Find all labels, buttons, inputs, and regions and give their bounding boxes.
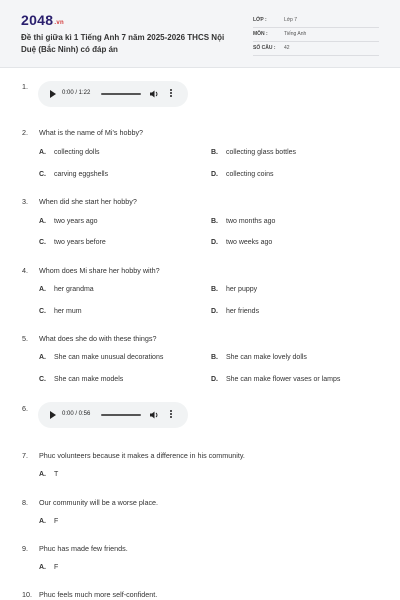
- option-text: her grandma: [54, 286, 94, 293]
- meta-count-value: 42: [284, 45, 290, 51]
- option-text: her puppy: [226, 286, 258, 293]
- exam-header: [0, 0, 400, 68]
- option-a[interactable]: A. collecting dolls: [39, 149, 100, 156]
- question-text: Phuc feels much more self-confident.: [39, 590, 158, 599]
- question-number: 5.: [22, 334, 28, 343]
- question-number: 1.: [22, 82, 28, 91]
- meta-subject-label: MÔN :: [253, 31, 268, 37]
- option-text: collecting coins: [226, 171, 274, 178]
- question-text: Phuc volunteers because it makes a difference in his community.: [39, 451, 245, 460]
- site-logo[interactable]: [21, 12, 64, 28]
- more-options-icon[interactable]: [169, 88, 173, 100]
- option-c[interactable]: C. carving eggshells: [39, 171, 109, 178]
- option-a[interactable]: A. She can make unusual decorations: [39, 354, 164, 361]
- answer-option[interactable]: A. F: [39, 564, 59, 571]
- option-text: collecting glass bottles: [226, 149, 297, 156]
- question-number: 2.: [22, 128, 28, 137]
- option-text: two months ago: [226, 218, 276, 225]
- option-b[interactable]: B. her puppy: [211, 286, 258, 293]
- question-number: 4.: [22, 266, 28, 275]
- option-text: her mum: [54, 308, 82, 315]
- answer-option[interactable]: A. F: [39, 518, 59, 525]
- meta-class-value: Lớp 7: [284, 17, 298, 23]
- audio-progress-track[interactable]: [101, 414, 141, 416]
- option-a[interactable]: A. two years ago: [39, 218, 98, 225]
- logo-text: 2048: [21, 12, 54, 28]
- question-number: 9.: [22, 544, 28, 553]
- exam-title: Đề thi giữa kì 1 Tiếng Anh 7 năm 2025-2026 THCS Nội Duệ (Bắc Ninh) có đáp án: [21, 33, 225, 54]
- option-text: her friends: [226, 308, 260, 315]
- question-text: Phuc has made few friends.: [39, 544, 128, 553]
- option-c[interactable]: C. her mum: [39, 308, 82, 315]
- audio-time: 0:00 / 1:22: [62, 90, 91, 96]
- option-text: She can make flower vases or lamps: [226, 376, 341, 383]
- option-b[interactable]: B. collecting glass bottles: [211, 149, 297, 156]
- audio-time: 0:00 / 0:56: [62, 411, 91, 417]
- option-text: two years ago: [54, 218, 98, 225]
- volume-icon[interactable]: [149, 410, 159, 420]
- option-text: She can make models: [54, 376, 124, 383]
- option-c[interactable]: C. She can make models: [39, 376, 124, 383]
- question-number: 10.: [22, 590, 32, 599]
- answer-option[interactable]: A. T: [39, 471, 59, 478]
- option-d[interactable]: D. two weeks ago: [211, 239, 273, 246]
- question-text: What is the name of Mi's hobby?: [39, 128, 144, 137]
- option-text: collecting dolls: [54, 149, 100, 156]
- option-text: F: [54, 518, 59, 525]
- option-d[interactable]: D. She can make flower vases or lamps: [211, 376, 341, 383]
- meta-count-label: SỐ CÂU :: [253, 45, 276, 51]
- option-text: T: [54, 471, 59, 478]
- meta-count-row: [253, 42, 379, 56]
- meta-subject-value: Tiếng Anh: [284, 31, 307, 37]
- option-c[interactable]: C. two years before: [39, 239, 106, 246]
- question-text: When did she start her hobby?: [39, 197, 137, 206]
- meta-class-row: [253, 14, 379, 28]
- play-icon[interactable]: [50, 90, 56, 98]
- option-b[interactable]: B. She can make lovely dolls: [211, 354, 307, 361]
- play-icon[interactable]: [50, 411, 56, 419]
- option-text: two years before: [54, 239, 106, 246]
- logo-suffix: .vn: [54, 20, 64, 26]
- option-text: carving eggshells: [54, 171, 109, 178]
- audio-progress-track[interactable]: [101, 93, 141, 95]
- option-d[interactable]: D. her friends: [211, 308, 260, 315]
- question-text: Our community will be a worse place.: [39, 498, 159, 507]
- option-a[interactable]: A. her grandma: [39, 286, 94, 293]
- option-text: F: [54, 564, 59, 571]
- audio-player-2[interactable]: [38, 402, 188, 428]
- audio-player-1[interactable]: [38, 81, 188, 107]
- meta-subject-row: [253, 28, 379, 42]
- question-text: Whom does Mi share her hobby with?: [39, 266, 160, 275]
- option-b[interactable]: B. two months ago: [211, 218, 276, 225]
- meta-class-label: LỚP :: [253, 17, 267, 23]
- option-text: She can make lovely dolls: [226, 354, 307, 361]
- volume-icon[interactable]: [149, 89, 159, 99]
- question-number: 3.: [22, 197, 28, 206]
- question-number: 6.: [22, 404, 28, 413]
- more-options-icon[interactable]: [169, 409, 173, 421]
- option-text: She can make unusual decorations: [54, 354, 164, 361]
- question-text: What does she do with these things?: [39, 334, 157, 343]
- question-number: 7.: [22, 451, 28, 460]
- question-number: 8.: [22, 498, 28, 507]
- option-d[interactable]: D. collecting coins: [211, 171, 274, 178]
- option-text: two weeks ago: [226, 239, 273, 246]
